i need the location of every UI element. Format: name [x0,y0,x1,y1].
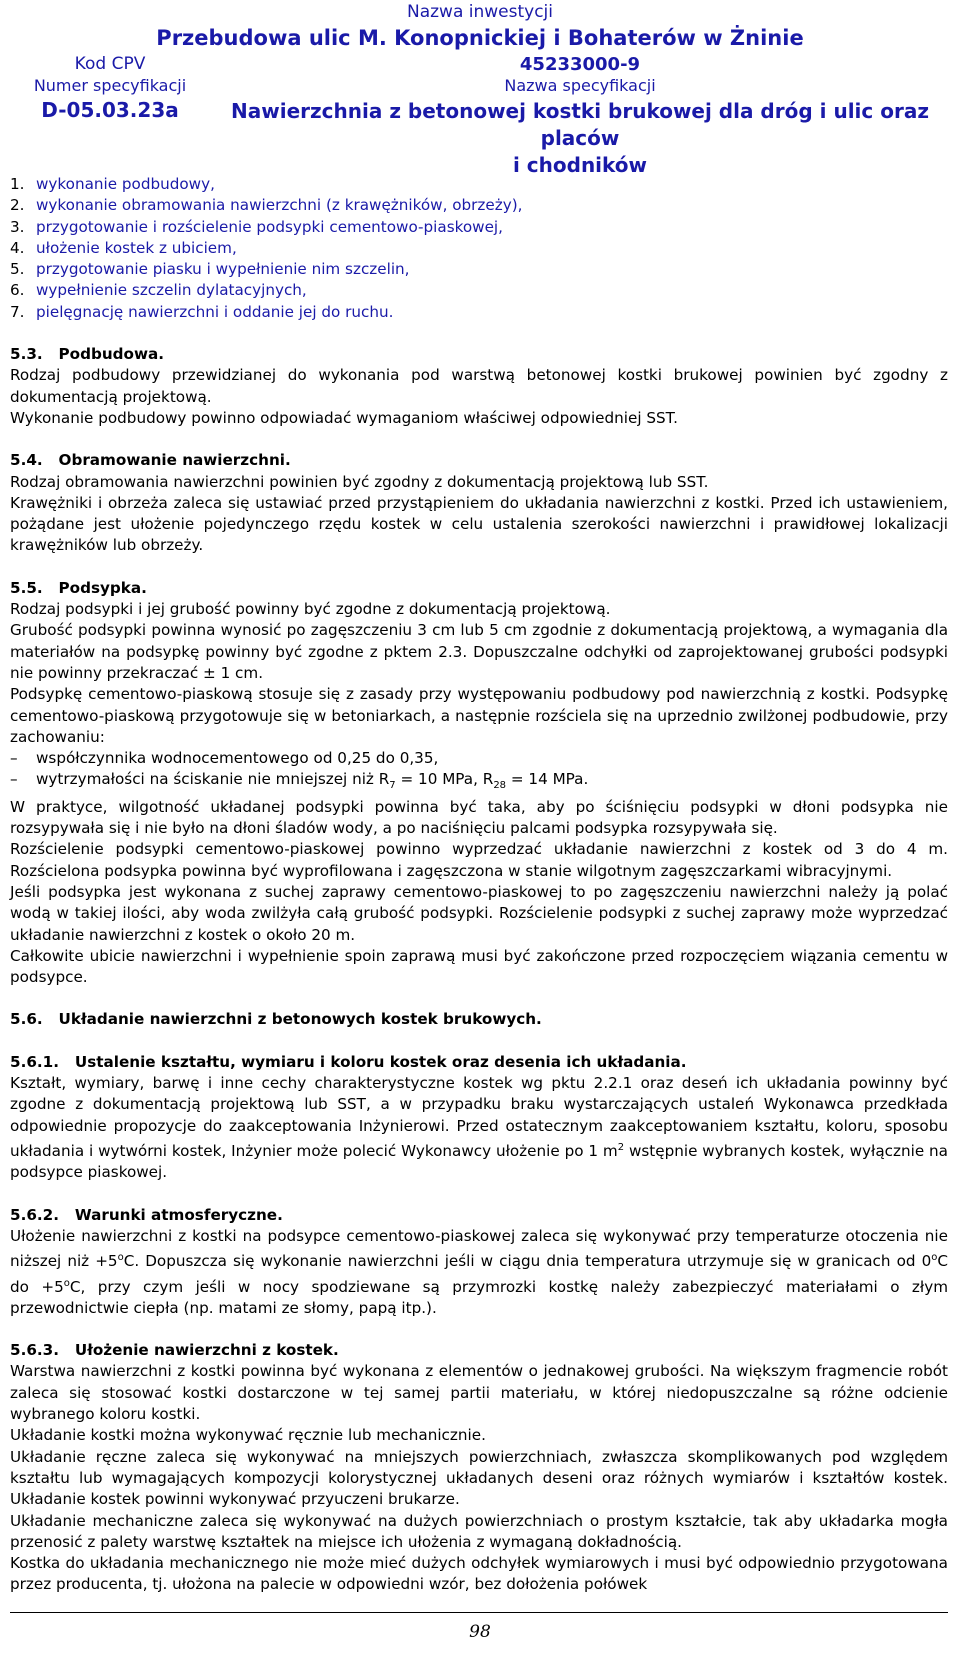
paragraph: Warstwa nawierzchni z kostki powinna być wykonana z elementów o jednakowej grubości. Na większym fragmencie robót zaleca się stosować kostki dostarczone w tej samej partii materiału, w której niedopuszczalne są różne odcienie wybranego koloru kostki. [10,1362,948,1424]
spec-name-line1: Nawierzchnia z betonowej kostki brukowej dla dróg i ulic oraz placów [231,99,929,150]
paragraph: Jeśli podsypka jest wykonana z suchej zaprawy cementowo-piaskowej to po zagęszczeniu nawierzchni należy ją polać wodą w takiej ilości, aby woda zwilżyła całą grubość podsypki. Rozścielenie podsypki z suchej zaprawy może wyprzedzać układanie nawierzchni z kostek o około 20 m. [10,882,948,944]
section-heading-5-4: 5.4. Obramowanie nawierzchni. [10,451,291,470]
spec-name [210,98,950,179]
paragraph: Układanie mechaniczne zaleca się wykonywać na dużych powierzchniach o prostym kształcie, tak aby układarka mogła przenosić z palety warstwę kształtek na miejsce ich ułożenia z wymaganą dokładnością. [10,1511,948,1551]
spec-number: D-05.03.23a [41,98,179,122]
list-item: 7. pielęgnację nawierzchni i oddanie jej do ruchu. [10,302,394,321]
section-heading-5-6-1: 5.6.1. Ustalenie kształtu, wymiaru i koloru kostek oraz desenia ich układania. [10,1052,687,1071]
paragraph: Ułożenie nawierzchni z kostki na podsypce cementowo-piaskowej zaleca się wykonywać przy temperaturze otoczenia nie niższej niż $+5^oC$. Dopuszcza się wykonanie nawierzchni jeśli w ciągu dnia temperatura utrzymuje się w granicach od 0$^o$C do $+5^oC$, przy czym jeśli w nocy spodziewane są przymrozki kostkę należy zabezpieczyć materiałami o złym przewodnictwie ciepła (np. matami ze słomy, papą itp.). [10,1226,948,1317]
paragraph: Kostka do układania mechanicznego nie może mieć dużych odchyłek wymiarowych i musi być odpowiednio przygotowana przez producenta, tj. ułożona na palecie w odpowiedni wzór, bez dołożenia połówek [10,1554,948,1594]
paragraph: Wykonanie podbudowy powinno odpowiadać wymaganiom właściwej odpowiedniej SST. [10,408,678,427]
footer-divider [10,1612,948,1613]
section-heading-5-3: 5.3. Podbudowa. [10,345,165,364]
paragraph: Całkowite ubicie nawierzchni i wypełnienie spoin zaprawą musi być zakończone przed rozpoczęciem wiązania cementu w podsypce. [10,946,948,987]
paragraph: Podsypkę cementowo-piaskową stosuje się z zasady przy występowaniu podbudowy pod nawierzchnią z kostki. Podsypkę cementowo-piaskową przygotowuje się w betoniarkach, a następnie rozściela się na uprzednio zwilżonej podbudowie, przy zachowaniu: [10,685,948,746]
spec-name-label: Nazwa specyfikacji [504,76,656,95]
paragraph: Rodzaj podsypki i jej grubość powinny być zgodne z dokumentacją projektową. [10,600,611,619]
investment-label [10,2,950,22]
paragraph: Układanie ręczne zaleca się wykonywać na mniejszych powierzchniach, zwłaszcza skomplikowanych pod względem kształtu lub wymagających kompozycji kolorystycznej układanych deseni oraz różnych wymiarów i kształtów kostek. Układanie kostek powinni wykonywać przyuczeni brukarze. [10,1447,948,1509]
cpv-code: 45233000-9 [519,54,641,75]
steps-list [10,174,948,323]
section-heading-5-6-3: 5.6.3. Ułożenie nawierzchni z kostek. [10,1341,339,1360]
section-heading-5-6-2: 5.6.2. Warunki atmosferyczne. [10,1205,283,1224]
list-item: 2. wykonanie obramowania nawierzchni (z krawężników, obrzeży), [10,196,523,215]
document-body [10,174,948,1596]
paragraph: Rodzaj obramowania nawierzchni powinien być zgodny z dokumentacją projektową lub SST. [10,472,709,491]
cpv-label: Kod CPV [74,54,146,74]
paragraph: Grubość podsypki powinna wynosić po zagęszczeniu 3 cm lub 5 cm zgodnie z dokumentacją projektową, a wymagania dla materiałów na podsypkę powinny być zgodne z pktem 2.3. Dopuszczalne odchyłki od zaprojektowanej grubości podsypki nie powinny przekraczać ± 1 cm. [10,621,948,682]
dash-item: – współczynnika wodnocementowego od 0,25 do 0,35, [10,749,439,768]
list-item: 4. ułożenie kostek z ubiciem, [10,238,237,257]
section-heading-5-6: 5.6. Układanie nawierzchni z betonowych kostek brukowych. [10,1010,542,1029]
paragraph: Rozścielenie podsypki cementowo-piaskowej powinno wyprzedzać układanie nawierzchni z kostek od 3 do 4 m. Rozścielona podsypka powinna być wyprofilowana i zagęszczona w stanie wilgotnym zagęszczarkami wibracyjnymi. [10,840,948,880]
paragraph: Rodzaj podbudowy przewidzianej do wykonania pod warstwą betonowej kostki brukowej powinien być zgodny z dokumentacją projektową. [10,366,948,406]
list-item: 3. przygotowanie i rozścielenie podsypki cementowo-piaskowej, [10,217,503,236]
spec-number-label: Numer specyfikacji [33,76,187,95]
page-number: 98 [469,1622,491,1642]
paragraph: Układanie kostki można wykonywać ręcznie lub mechanicznie. [10,1426,486,1445]
list-item: 5. przygotowanie piasku i wypełnienie nim szczelin, [10,260,410,279]
investment-label-text: Nazwa inwestycji [406,2,554,22]
dash-item: – wytrzymałości na ściskanie nie mniejszej niż $R_7 = 10$ MPa, $R_{28} = 14$ MPa. [10,770,589,792]
paragraph: Krawężniki i obrzeża zaleca się ustawiać przed przystąpieniem do układania nawierzchni z kostki. Przed ich ustawieniem, pożądane jest ułożenie pojedynczego rzędu kostek w celu ustalenia szerokości nawierzchni i prawidłowej lokalizacji krawężników lub obrzeży. [10,493,948,555]
list-item: 6. wypełnienie szczelin dylatacyjnych, [10,281,307,300]
spec-name-line2: i chodników [512,153,648,177]
investment-name [10,26,950,50]
investment-name-text: Przebudowa ulic M. Konopnickiej i Bohaterów w Żninie [156,26,804,50]
list-item: 1. wykonanie podbudowy, [10,175,215,193]
section-heading-5-5: 5.5. Podsypka. [10,578,147,597]
paragraph: Kształt, wymiary, barwę i inne cechy charakterystyczne kostek wg pktu 2.2.1 oraz deseń ich układania powinny być zgodne z dokumentacją projektową lub SST, a w przypadku braku wystarczających ustaleń Wykonawca przedkłada odpowiednie propozycje do zaakceptowania Inżynierowi. Przed ostatecznym zaakceptowaniem kształtu, koloru, sposobu układania i wytwórni kostek, Inżynier może polecić Wykonawcy ułożenie po 1 $m^2$ wstępnie wybranych kostek, wyłącznie na podsypce piaskowej. [10,1074,948,1182]
paragraph: W praktyce, wilgotność układanej podsypki powinna być taka, aby po ściśnięciu podsypki w dłoni podsypka nie rozsypywała się i nie było na dłoni śladów wody, a po naciśnięciu palcami podsypka rozsypywała się. [10,797,948,838]
